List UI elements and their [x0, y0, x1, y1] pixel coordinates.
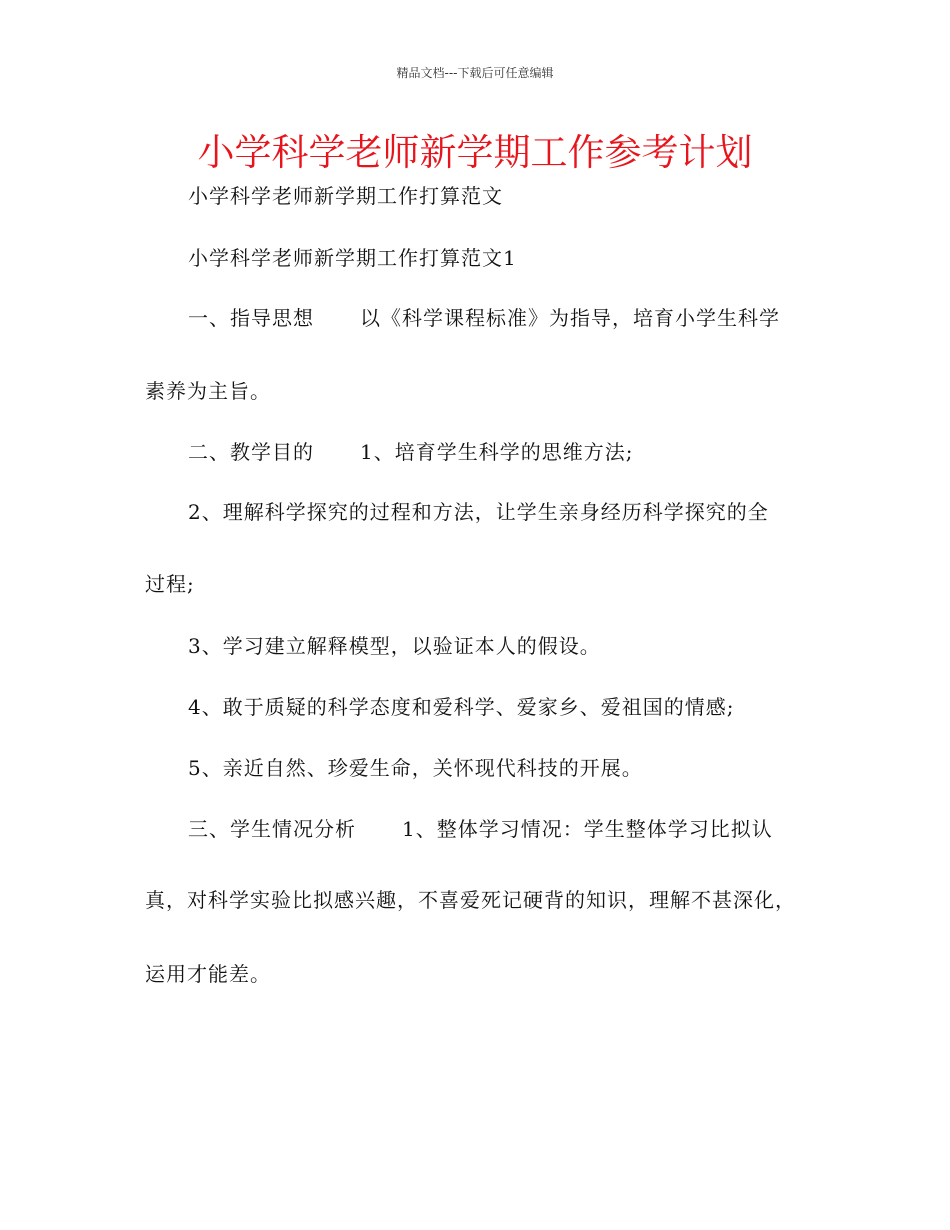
page-header: 精品文档---下载后可任意编辑: [396, 66, 554, 80]
paragraph-label: 二、教学目的: [188, 440, 314, 464]
paragraph-text: 3、学习建立解释模型，以验证本人的假设。: [188, 634, 601, 658]
paragraph-continuation: [145, 568, 195, 597]
document-title: 小学科学老师新学期工作参考计划: [197, 131, 753, 174]
paragraph-subtitle: [188, 180, 503, 209]
paragraph-continuation: [145, 958, 271, 987]
paragraph-continuation: [145, 884, 796, 913]
paragraph-text: 运用才能差。: [145, 962, 271, 986]
paragraph-text: 过程;: [145, 572, 195, 596]
paragraph-label: 一、指导思想: [188, 306, 314, 330]
paragraph-teaching-goals: [188, 436, 633, 465]
paragraph-goal-5: [188, 752, 643, 781]
paragraph-text: 5、亲近自然、珍爱生命，关怀现代科技的开展。: [188, 756, 643, 780]
paragraph-text: 以《科学课程标准》为指导，培育小学生科学: [360, 306, 780, 330]
paragraph-text: 4、敢于质疑的科学态度和爱科学、爱家乡、爱祖国的情感;: [188, 695, 735, 719]
paragraph-goal-3: [188, 630, 601, 659]
paragraph-section-heading: [188, 242, 517, 271]
paragraph-text: 素养为主旨。: [145, 379, 271, 403]
paragraph-student-analysis: [188, 813, 773, 842]
paragraph-text: 2、理解科学探究的过程和方法，让学生亲身经历科学探究的全: [188, 500, 769, 524]
paragraph-text: 真，对科学实验比拟感兴趣，不喜爱死记硬背的知识，理解不甚深化，: [145, 888, 796, 912]
paragraph-text: 1、整体学习情况：学生整体学习比拟认: [402, 817, 773, 841]
paragraph-goal-4: [188, 691, 734, 720]
paragraph-text: 小学科学老师新学期工作打算范文1: [188, 246, 517, 270]
paragraph-guiding-thought: [188, 302, 780, 331]
paragraph-text: 1、培育学生科学的思维方法;: [360, 440, 634, 464]
paragraph-continuation: [145, 375, 271, 404]
paragraph-goal-2: [188, 496, 769, 525]
paragraph-text: 小学科学老师新学期工作打算范文: [188, 184, 503, 208]
paragraph-label: 三、学生情况分析: [188, 817, 356, 841]
